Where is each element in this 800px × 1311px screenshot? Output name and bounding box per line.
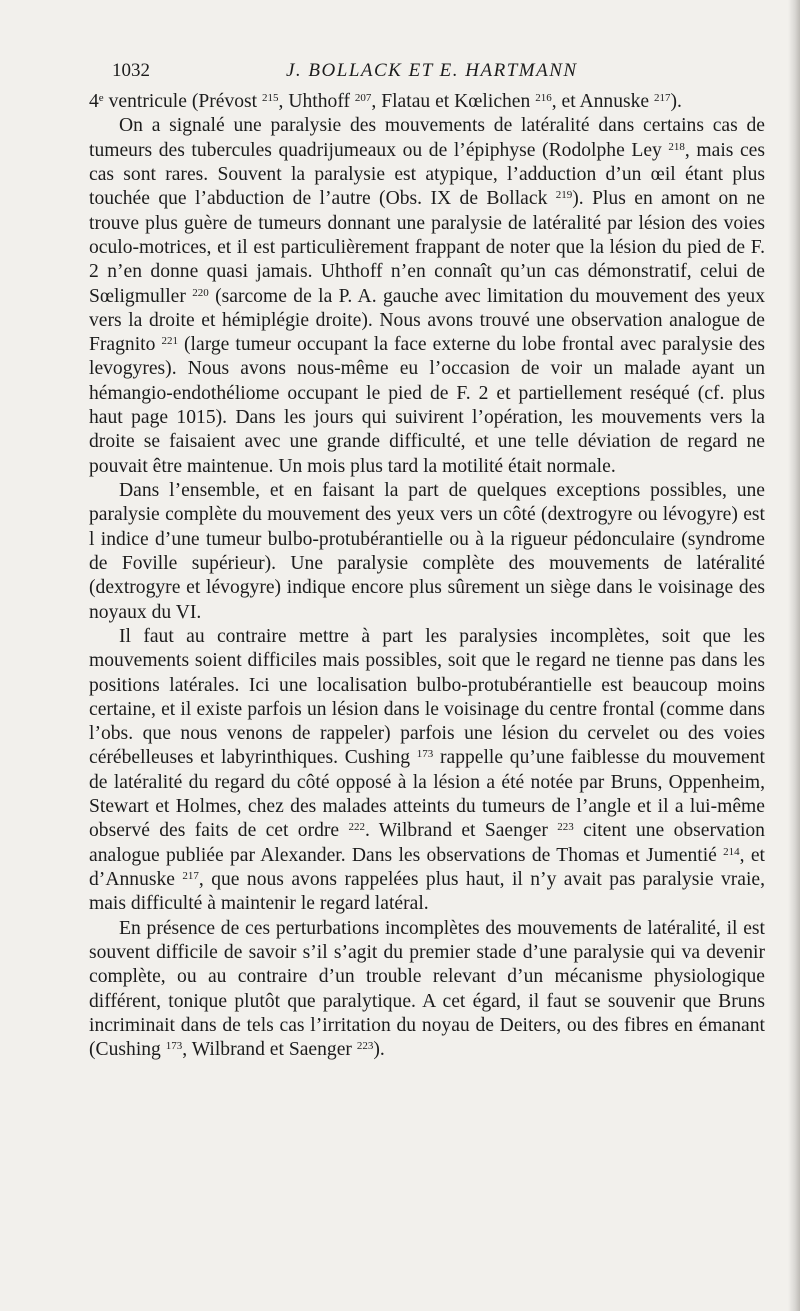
- text-run: , et d’Annuske: [89, 844, 766, 890]
- reference-number: 220: [192, 286, 209, 299]
- reference-number: 214: [723, 845, 740, 858]
- reference-number: e: [98, 92, 104, 104]
- reference-number: 173: [416, 748, 434, 761]
- text-run: rappelle qu’une faiblesse du mouvement de latéralité du regard du côté opposé à la lésion a été notée par Bruns, Oppenheim, Stewart et Holmes, chez des malades atteints du tumeurs de l’angle et il a lui-même observé des faits de cet ordre: [89, 747, 765, 842]
- text-run: , Flatau et Kœlichen: [371, 91, 536, 112]
- reference-number: 219: [555, 189, 573, 202]
- text-run: Dans l’ensemble, et en faisant la part de quelques exceptions possibles, une paralysie complète du mouvement des yeux vers un côté (dextrogyre ou lévogyre) est l indice d’une tumeur bulbo-protubérantielle ou à la rigueur pédonculaire (syndrome de Foville supérieur). Une paralysie complète des mouvements de latéralité (dextrogyre et lévogyre) indique encore plus sûrement un siège dans le voisinage des noyaux du VI.: [89, 480, 765, 623]
- reference-number: 216: [535, 92, 552, 104]
- reference-number: 223: [356, 1040, 374, 1053]
- text-run: , que nous avons rappelées plus haut, il n’y avait pas paralysie vraie, mais difficulté à maintenir le regard latéral.: [89, 869, 765, 915]
- page-number: 1032: [112, 60, 150, 81]
- text-run: On a signalé une paralysie des mouvements de latéralité dans certains cas de tumeurs des tubercules quadrijumeaux ou de l’épiphyse (Rodolphe Ley: [89, 115, 765, 161]
- reference-number: 215: [262, 92, 279, 104]
- reference-number: 221: [161, 335, 178, 348]
- text-run: (large tumeur occupant la face externe du lobe frontal avec paralysie des levogyres). Nous avons nous-même eu l’occasion de voir un malade ayant un hémangio-endothéliome occupant le pied de F. 2 et partiellement reséqué (cf. plus haut page 1015). Dans les jours qui suivirent l’opération, les mouvements vers la droite se faisaient avec une grande difficulté, et une telle déviation de regard ne pouvait être maintenue. Un mois plus tard la motilité était normale.: [89, 334, 765, 477]
- running-title: J. BOLLACK ET E. HARTMANN: [286, 60, 578, 81]
- text-run: 4: [89, 91, 99, 112]
- text-run: En présence de ces perturbations incomplètes des mouvements de latéralité, il est souvent difficile de savoir s’il s’agit du premier stade d’une paralysie qui va devenir complète, ou au contraire d’un trouble relevant d’un mécanisme physiologique différent, tonique plutôt que paralytique. A cet égard, il faut se souvenir que Bruns incriminait dans de tels cas l’irritation du noyau de Deiters, ou des fibres en émanant (Cushing: [89, 917, 765, 1061]
- text-run: , Uhthoff: [278, 91, 355, 112]
- paragraph: [89, 479, 765, 625]
- reference-number: 217: [654, 92, 671, 104]
- reference-number: 222: [348, 821, 365, 834]
- text-run: , et Annuske: [551, 91, 655, 112]
- text-run: ).: [373, 1039, 385, 1061]
- running-head: [112, 60, 772, 86]
- text-run: (sarcome de la P. A. gauche avec limitation du mouvement des yeux vers la droite et hémiplégie droite). Nous avons trouvé une observation analogue de Fragnito: [89, 285, 765, 356]
- reference-number: 218: [668, 140, 685, 153]
- text-run: Il faut au contraire mettre à part les paralysies incomplètes, soit que les mouvements soient difficiles mais possibles, soit que le regard ne tienne pas dans les positions latérales. Ici une localisation bulbo-protubérantielle est beaucoup moins certaine, et il existe parfois un lésion dans le voisinage du centre frontal (comme dans l’obs. que nous venons de rappeler) parfois une lésion du cervelet ou des voies cérébelleuses et labyrinthiques. Cushing: [89, 625, 765, 769]
- page-edge-shadow: [788, 0, 800, 1311]
- text-run: , Wilbrand et Saenger: [182, 1039, 357, 1061]
- body-text: [89, 90, 765, 1063]
- text-run: ).: [670, 91, 682, 112]
- text-run: ventricule (Prévost: [103, 91, 263, 112]
- text-run: . Wilbrand et Saenger: [364, 820, 558, 842]
- reference-number: 223: [557, 821, 574, 834]
- reference-number: 173: [165, 1040, 183, 1053]
- reference-number: 217: [182, 870, 199, 882]
- text-run: , mais ces cas sont rares. Souvent la paralysie est atypique, l’adduction d’un œil étant plus touchée que l’abduction de l’autre (Obs. IX de Bollack: [89, 139, 765, 210]
- paragraph: [89, 114, 765, 479]
- paragraph: [89, 90, 765, 114]
- paragraph: [89, 917, 765, 1063]
- text-run: citent une observation analogue publiée par Alexander. Dans les observations de Thomas et Jumentié: [89, 820, 765, 866]
- paragraph: [89, 625, 765, 917]
- text-run: ). Plus en amont on ne trouve plus guère de tumeurs donnant une paralysie de latéralité par lésion des voies oculo-motrices, et il est particulièrement frappant de noter que la lésion du pied de F. 2 n’en donne quasi jamais. Uhthoff n’en connaît qu’un cas démonstratif, celui de Sœligmuller: [89, 188, 765, 307]
- reference-number: 207: [354, 92, 372, 104]
